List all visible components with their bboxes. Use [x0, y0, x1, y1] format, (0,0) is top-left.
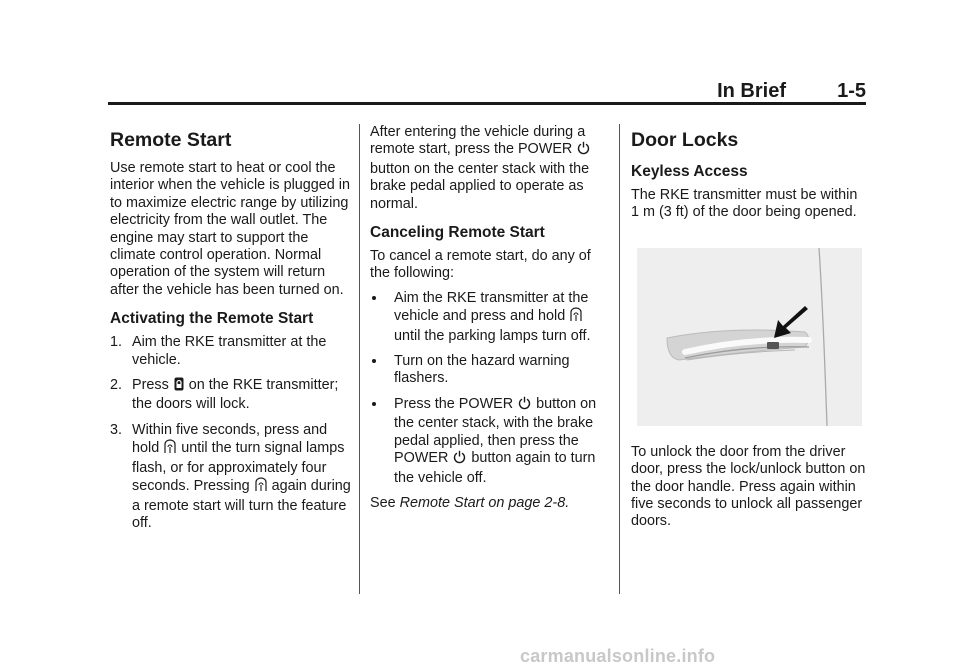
step-number: 3. [110, 421, 123, 438]
bullet-text: button again to turn the vehicle off. [394, 450, 596, 486]
step-text: until the turn signal lamps flash, or for approximately four seconds. Pressing [132, 440, 345, 495]
lock-icon [174, 377, 184, 396]
step-text: on the RKE transmitter; the doors will lock. [132, 377, 339, 413]
remote-start-icon [164, 439, 176, 459]
subheading-keyless: Keyless Access [631, 163, 748, 180]
section-heading-door-locks: Door Locks [631, 129, 739, 151]
see-prefix: See [370, 494, 396, 511]
remote-start-icon [255, 477, 267, 497]
section-title: In Brief [717, 80, 786, 102]
column-door-locks [631, 124, 867, 538]
cancel-options [370, 290, 610, 487]
bullet-item [370, 396, 610, 487]
door-handle-illustration [637, 248, 862, 426]
section-heading-remote-start: Remote Start [110, 129, 232, 151]
subheading-activating: Activating the Remote Start [110, 310, 314, 328]
remote-start-intro: Use remote start to heat or cool the interior when the vehicle is plugged in to maximize electric range by utilizing electricity from the wall outlet. The engine may start to support the climate control operation. Normal operation of the system will return after the vehicle has been turned on. [110, 160, 350, 298]
page-header [108, 80, 866, 102]
after-entering-post: button on the center stack with the brake pedal applied to operate as normal. [370, 160, 590, 212]
power-icon [577, 141, 590, 160]
step-item [110, 422, 352, 532]
subheading-canceling: Canceling Remote Start [370, 224, 545, 242]
after-entering-text [370, 124, 610, 213]
keyless-text: The RKE transmitter must be within 1 m (3 ft) of the door being opened. [631, 187, 858, 221]
bullet-text: Turn on the hazard warning flashers. [394, 353, 570, 387]
after-entering-pre: After entering the vehicle during a remote start, press the POWER [370, 124, 586, 158]
step-number: 2. [110, 377, 123, 394]
power-icon [518, 396, 531, 415]
step-text: again during a remote start will turn the feature off. [132, 478, 351, 531]
column-remote-start-cont [370, 124, 610, 519]
step-text: Within five seconds, press and hold [132, 421, 328, 457]
step-item [110, 334, 352, 369]
page-number: 1-5 [837, 80, 866, 102]
step-text: Press [132, 377, 169, 394]
column-divider [359, 124, 360, 594]
header-rule [108, 102, 866, 105]
activation-steps [110, 334, 352, 532]
bullet-item [370, 353, 610, 388]
cancel-intro: To cancel a remote start, do any of the following: [370, 248, 591, 282]
column-remote-start [110, 124, 352, 540]
step-number: 1. [110, 334, 123, 351]
unlock-text: To unlock the door from the driver door, press the lock/unlock button on the door handle. Press again within five seconds to unlock all passenger doors. [631, 443, 866, 530]
see-reference [370, 495, 610, 512]
remote-start-icon [570, 307, 582, 327]
bullet-item [370, 290, 610, 345]
column-divider [619, 124, 620, 594]
watermark: carmanualsonline.info [520, 646, 716, 666]
step-item [110, 377, 352, 414]
power-icon [453, 450, 466, 469]
bullet-text: until the parking lamps turn off. [394, 327, 591, 344]
step-text: Aim the RKE transmitter at the vehicle. [132, 334, 327, 368]
cross-reference-link[interactable]: Remote Start on page 2-8. [399, 494, 570, 511]
bullet-text: button on the center stack, with the brake pedal applied, then press the POWER [394, 395, 597, 467]
bullet-text: Aim the RKE transmitter at the vehicle and press and hold [394, 289, 589, 325]
bullet-text: Press the POWER [394, 395, 514, 412]
